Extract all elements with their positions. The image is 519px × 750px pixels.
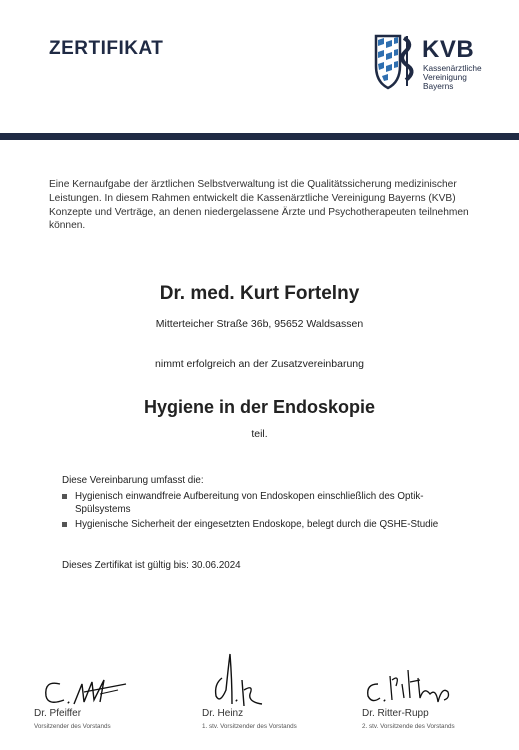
validity-text: Dieses Zertifikat ist gültig bis: 30.06.2024	[62, 560, 241, 571]
list-item	[62, 490, 452, 516]
participation-text: nimmt erfolgreich an der Zusatzvereinbarung	[155, 358, 364, 370]
certificate-title: ZERTIFIKAT	[49, 38, 164, 59]
signature-block	[202, 650, 362, 730]
scope-heading: Diese Vereinbarung umfasst die:	[62, 475, 204, 486]
header-rule	[0, 133, 519, 140]
signatory-role: 1. stv. Vorsitzender des Vorstands	[202, 723, 297, 730]
signatory-name: Dr. Heinz	[202, 708, 244, 719]
program-title: Hygiene in der Endoskopie	[143, 397, 376, 417]
bullet-icon	[62, 522, 67, 527]
signature-icon	[202, 650, 312, 708]
recipient-name: Dr. med. Kurt Fortelny	[159, 283, 360, 304]
signatory-name: Dr. Pfeiffer	[34, 708, 82, 719]
intro-paragraph: Eine Kernaufgabe der ärztlichen Selbstverwaltung ist die Qualitätssicherung medizinischer Leistungen. In diesem Rahmen entwickelt die Kassenärztliche Vereinigung Bayerns (KVB) Konzepte und Verträge, an denen niedergelassene Ärzte und Psychotherapeuten teilnehmen können.	[49, 179, 469, 232]
logo-line-1: Kassenärztliche	[423, 63, 482, 73]
list-item-text: Hygienische Sicherheit der eingesetzten Endoskope, belegt durch die QSHE-Studie	[75, 519, 439, 530]
signature-block	[362, 650, 519, 730]
logo-line-3: Bayerns	[423, 81, 454, 91]
signature-icon	[362, 650, 472, 708]
logo-abbr: KVB	[422, 36, 475, 63]
bavarian-crest-icon	[374, 32, 418, 90]
signatory-name: Dr. Ritter-Rupp	[362, 708, 429, 719]
signatory-role: Vorsitzender des Vorstands	[34, 723, 111, 730]
signature-icon	[34, 650, 144, 708]
kvb-logo	[374, 32, 494, 94]
logo-line-2: Vereinigung	[423, 72, 467, 82]
list-item-text: Hygienisch einwandfreie Aufbereitung von Endoskopen einschließlich des Optik-Spülsystems	[75, 491, 424, 515]
signature-block	[34, 650, 194, 730]
bullet-icon	[62, 494, 67, 499]
signatory-role: 2. stv. Vorsitzende des Vorstands	[362, 723, 455, 730]
list-item	[62, 518, 452, 531]
recipient-address: Mitterteicher Straße 36b, 95652 Waldsassen	[155, 318, 364, 330]
suffix-text: teil.	[251, 428, 268, 440]
